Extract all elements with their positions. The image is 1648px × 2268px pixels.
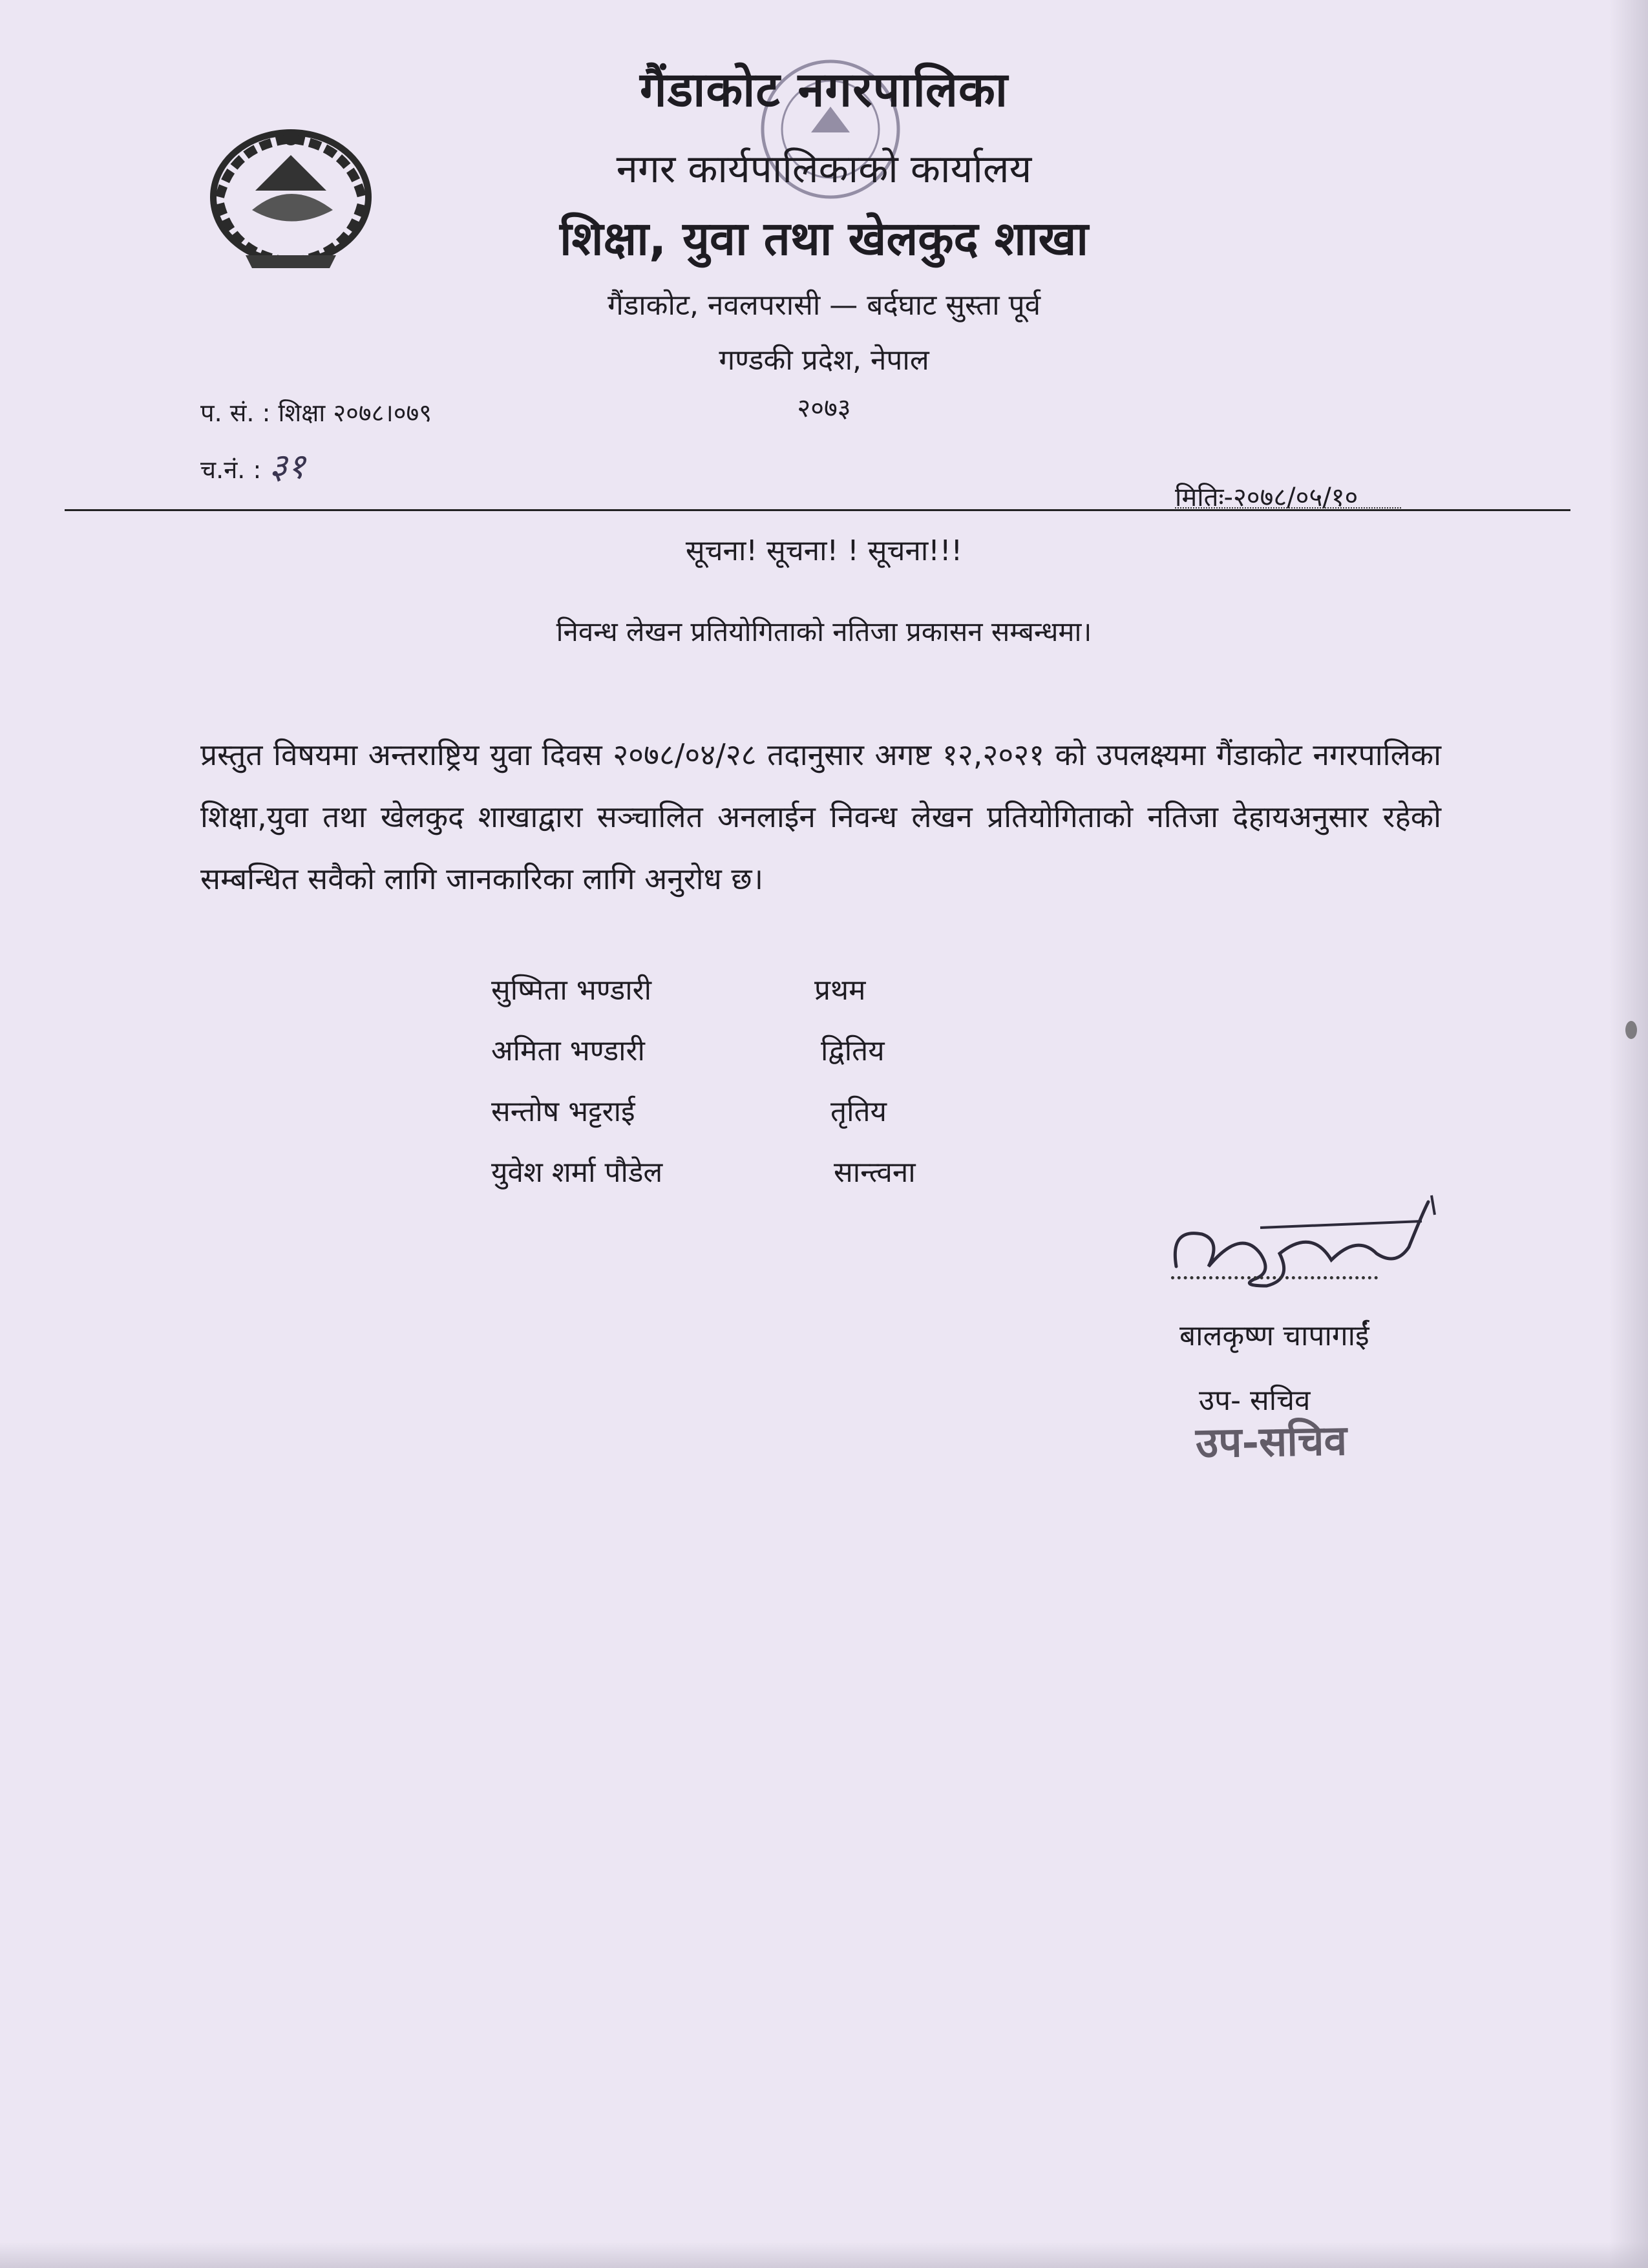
participant-name: सुष्मिता भण्डारी	[491, 974, 651, 1007]
address-line-2: गण्डकी प्रदेश, नेपाल	[719, 344, 929, 377]
signatory-designation: उप- सचिव	[1199, 1384, 1311, 1417]
address-line-1: गैंडाकोट, नवलपरासी — बर्दघाट सुस्ता पूर्व	[607, 289, 1041, 322]
letter-reference-number	[200, 395, 432, 429]
participant-name: युवेश शर्मा पौडेल	[491, 1156, 663, 1189]
scan-edge-bottom	[0, 2242, 1648, 2268]
letter-no-label: प. सं. :	[200, 399, 271, 427]
letter-no-value: शिक्षा २०७८।०७९	[278, 399, 432, 427]
result-row	[491, 1091, 1008, 1151]
scan-mark	[1625, 1021, 1637, 1039]
office-name: नगर कार्यपालिकाको कार्यालय	[616, 147, 1032, 192]
participant-name: सन्तोष भट्टराई	[491, 1095, 635, 1128]
established-year: २०७३	[797, 394, 851, 423]
date-label: मितिः-	[1175, 483, 1233, 512]
signature-line	[1171, 1276, 1378, 1279]
participant-position: सान्त्वना	[834, 1156, 916, 1189]
date-underline	[1175, 507, 1401, 509]
scan-edge-right	[1609, 0, 1648, 2268]
notice-subject: निवन्ध लेखन प्रतियोगिताको नतिजा प्रकासन सम्बन्धमा।	[556, 616, 1092, 647]
header-divider	[65, 509, 1570, 511]
dispatch-label: च.नं. :	[200, 456, 262, 484]
participant-position: प्रथम	[814, 974, 866, 1007]
result-row	[491, 969, 1008, 1030]
participant-position: द्वितिय	[821, 1034, 885, 1067]
designation-stamp: उप-सचिव	[1195, 1416, 1347, 1468]
section-name: शिक्षा, युवा तथा खेलकुद शाखा	[559, 211, 1089, 266]
participant-name: अमिता भण्डारी	[491, 1034, 645, 1067]
notice-body: प्रस्तुत विषयमा अन्तराष्ट्रिय युवा दिवस २०७८/०४/२८ तदानुसार अगष्ट १२,२०२१ को उपलक्ष्यमा गैंडाकोट नगरपालिका शिक्षा,युवा तथा खेलकुद शाखाद्वारा सञ्चालित अनलाईन निवन्ध लेखन प्रतियोगिताको नतिजा देहायअनुसार रहेको सम्बन्धित सवैको लागि जानकारिका लागि अनुरोध छ।	[200, 737, 1441, 896]
handwritten-signature	[1163, 1189, 1448, 1299]
result-row	[491, 1151, 1008, 1212]
date-value: २०७८/०५/१०	[1232, 483, 1358, 512]
notice-heading: सूचना! सूचना! ! सूचना!!!	[685, 534, 963, 567]
participant-position: तृतिय	[830, 1095, 887, 1128]
results-list	[491, 969, 1008, 1212]
dispatch-value: ३१	[269, 446, 306, 487]
result-row	[491, 1030, 1008, 1091]
signatory-name: बालकृष्ण चापागाईं	[1179, 1319, 1369, 1352]
dispatch-number	[200, 441, 306, 488]
municipality-title: गैंडाकोट नगरपालिका	[639, 62, 1008, 118]
